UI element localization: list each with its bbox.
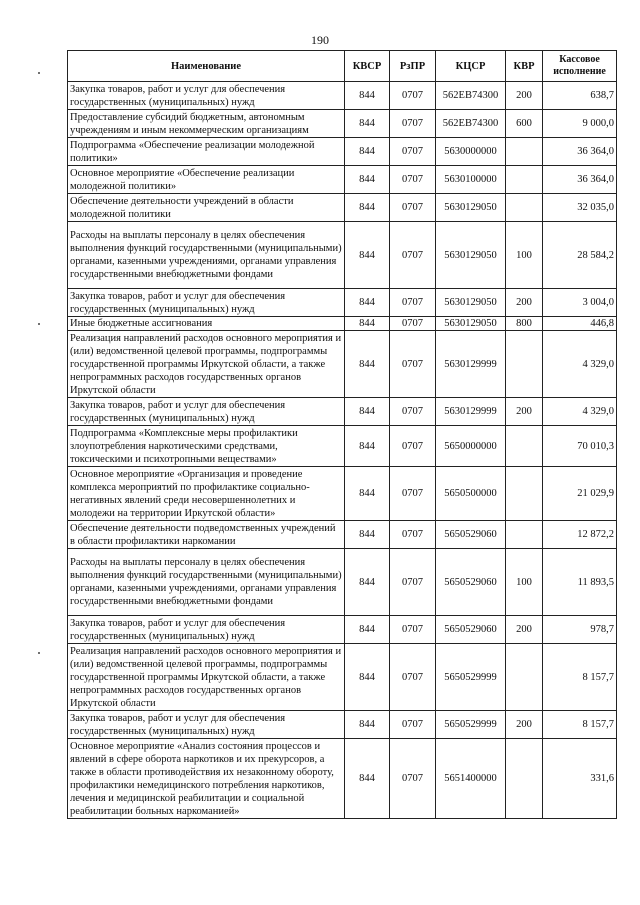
row-sum: 331,6 — [543, 739, 617, 819]
row-kcsr: 5650529060 — [436, 549, 506, 616]
row-kvr — [506, 166, 543, 194]
table-row — [68, 549, 617, 616]
row-name: Реализация направлений расходов основного мероприятия и (или) ведомственной целевой программы, подпрограммы государственной программы Иркутской области, а также непрограммных расходов государственных органов Иркутской области — [68, 331, 345, 398]
row-rzpr: 0707 — [390, 711, 436, 739]
table-row — [68, 739, 617, 819]
row-kcsr: 5630129999 — [436, 398, 506, 426]
row-rzpr: 0707 — [390, 317, 436, 331]
table-row — [68, 289, 617, 317]
row-name: Закупка товаров, работ и услуг для обеспечения государственных (муниципальных) нужд — [68, 289, 345, 317]
row-name: Расходы на выплаты персоналу в целях обеспечения выполнения функций государственными (муниципальными) органами, казенными учреждениями, органами управления государственными внебюджетными фондами — [68, 222, 345, 289]
row-kvsr: 844 — [345, 331, 390, 398]
table-row — [68, 138, 617, 166]
row-kvsr: 844 — [345, 110, 390, 138]
table-row — [68, 166, 617, 194]
row-kvr: 100 — [506, 549, 543, 616]
row-kvsr: 844 — [345, 398, 390, 426]
scan-dot-mark — [38, 323, 40, 325]
header-rzpr: РзПР — [390, 51, 436, 82]
row-rzpr: 0707 — [390, 521, 436, 549]
row-sum: 8 157,7 — [543, 644, 617, 711]
row-kcsr: 5630129050 — [436, 317, 506, 331]
row-rzpr: 0707 — [390, 644, 436, 711]
row-rzpr: 0707 — [390, 166, 436, 194]
row-kvsr: 844 — [345, 317, 390, 331]
row-kvr — [506, 467, 543, 521]
row-kvr — [506, 521, 543, 549]
header-kvr: КВР — [506, 51, 543, 82]
row-kcsr: 5650000000 — [436, 426, 506, 467]
row-rzpr: 0707 — [390, 426, 436, 467]
row-kvsr: 844 — [345, 521, 390, 549]
row-name: Закупка товаров, работ и услуг для обеспечения государственных (муниципальных) нужд — [68, 711, 345, 739]
row-name: Обеспечение деятельности подведомственных учреждений в области профилактики наркомании — [68, 521, 345, 549]
row-kvr: 200 — [506, 82, 543, 110]
row-sum: 4 329,0 — [543, 398, 617, 426]
row-kvr: 600 — [506, 110, 543, 138]
table-row — [68, 398, 617, 426]
row-kvr — [506, 194, 543, 222]
row-kvr — [506, 138, 543, 166]
row-rzpr: 0707 — [390, 138, 436, 166]
row-kvsr: 844 — [345, 549, 390, 616]
row-kvsr: 844 — [345, 711, 390, 739]
table-row — [68, 331, 617, 398]
row-kcsr: 562ЕВ74300 — [436, 82, 506, 110]
row-sum: 978,7 — [543, 616, 617, 644]
row-kvr: 200 — [506, 289, 543, 317]
row-kcsr: 5630000000 — [436, 138, 506, 166]
row-kcsr: 5650529999 — [436, 644, 506, 711]
row-kcsr: 5650529060 — [436, 521, 506, 549]
header-kcsr: КЦСР — [436, 51, 506, 82]
row-kcsr: 5650529060 — [436, 616, 506, 644]
row-kvr: 100 — [506, 222, 543, 289]
row-kcsr: 5630100000 — [436, 166, 506, 194]
row-rzpr: 0707 — [390, 194, 436, 222]
row-rzpr: 0707 — [390, 222, 436, 289]
table-row — [68, 711, 617, 739]
row-kcsr: 5630129050 — [436, 222, 506, 289]
row-kvsr: 844 — [345, 138, 390, 166]
table-row — [68, 426, 617, 467]
table-row — [68, 521, 617, 549]
row-kvsr: 844 — [345, 82, 390, 110]
row-kvr — [506, 739, 543, 819]
row-sum: 36 364,0 — [543, 166, 617, 194]
row-kvsr: 844 — [345, 222, 390, 289]
row-kvsr: 844 — [345, 644, 390, 711]
row-sum: 638,7 — [543, 82, 617, 110]
row-kvr — [506, 644, 543, 711]
row-sum: 3 004,0 — [543, 289, 617, 317]
row-kcsr: 5630129999 — [436, 331, 506, 398]
row-sum: 9 000,0 — [543, 110, 617, 138]
row-kcsr: 5650529999 — [436, 711, 506, 739]
row-name: Предоставление субсидий бюджетным, автономным учреждениям и иным некоммерческим организациям — [68, 110, 345, 138]
row-name: Расходы на выплаты персоналу в целях обеспечения выполнения функций государственными (муниципальными) органами, казенными учреждениями, органами управления государственными внебюджетными фондами — [68, 549, 345, 616]
row-kvr — [506, 331, 543, 398]
row-rzpr: 0707 — [390, 110, 436, 138]
row-kvsr: 844 — [345, 467, 390, 521]
table-row — [68, 644, 617, 711]
scan-dot-mark — [38, 652, 40, 654]
row-kcsr: 5630129050 — [436, 194, 506, 222]
row-kvsr: 844 — [345, 739, 390, 819]
header-kvsr: КВСР — [345, 51, 390, 82]
row-kcsr: 5630129050 — [436, 289, 506, 317]
row-name: Обеспечение деятельности учреждений в области молодежной политики — [68, 194, 345, 222]
row-rzpr: 0707 — [390, 549, 436, 616]
row-name: Закупка товаров, работ и услуг для обеспечения государственных (муниципальных) нужд — [68, 616, 345, 644]
row-kvr: 200 — [506, 711, 543, 739]
row-sum: 4 329,0 — [543, 331, 617, 398]
page-number: 190 — [311, 33, 329, 47]
row-kvr: 200 — [506, 616, 543, 644]
row-kvsr: 844 — [345, 426, 390, 467]
row-sum: 70 010,3 — [543, 426, 617, 467]
row-kvsr: 844 — [345, 166, 390, 194]
table-row — [68, 317, 617, 331]
row-rzpr: 0707 — [390, 616, 436, 644]
header-name: Наименование — [68, 51, 345, 82]
row-name: Иные бюджетные ассигнования — [68, 317, 345, 331]
row-rzpr: 0707 — [390, 331, 436, 398]
table-header-row — [68, 51, 617, 82]
row-kvr: 200 — [506, 398, 543, 426]
row-rzpr: 0707 — [390, 82, 436, 110]
table-row — [68, 194, 617, 222]
header-sum: Кассовое исполнение — [543, 51, 617, 82]
row-name: Реализация направлений расходов основного мероприятия и (или) ведомственной целевой программы, подпрограммы государственной программы Иркутской области, а также непрограммных расходов государственных органов Иркутской области — [68, 644, 345, 711]
row-kvsr: 844 — [345, 616, 390, 644]
row-rzpr: 0707 — [390, 739, 436, 819]
row-kvsr: 844 — [345, 289, 390, 317]
row-kvsr: 844 — [345, 194, 390, 222]
table-row — [68, 82, 617, 110]
row-sum: 21 029,9 — [543, 467, 617, 521]
row-sum: 36 364,0 — [543, 138, 617, 166]
row-sum: 446,8 — [543, 317, 617, 331]
row-kcsr: 562ЕВ74300 — [436, 110, 506, 138]
row-rzpr: 0707 — [390, 398, 436, 426]
row-sum: 28 584,2 — [543, 222, 617, 289]
row-kvr — [506, 426, 543, 467]
row-kvr: 800 — [506, 317, 543, 331]
table-row — [68, 110, 617, 138]
table-row — [68, 616, 617, 644]
row-kcsr: 5651400000 — [436, 739, 506, 819]
row-name: Основное мероприятие «Обеспечение реализации молодежной политики» — [68, 166, 345, 194]
row-name: Закупка товаров, работ и услуг для обеспечения государственных (муниципальных) нужд — [68, 82, 345, 110]
row-name: Основное мероприятие «Организация и проведение комплекса мероприятий по профилактике социально-негативных явлений среди несовершеннолетних и молодежи на территории Иркутской области» — [68, 467, 345, 521]
row-rzpr: 0707 — [390, 289, 436, 317]
row-name: Закупка товаров, работ и услуг для обеспечения государственных (муниципальных) нужд — [68, 398, 345, 426]
budget-table — [67, 50, 617, 819]
table-row — [68, 467, 617, 521]
row-name: Подпрограмма «Обеспечение реализации молодежной политики» — [68, 138, 345, 166]
row-sum: 8 157,7 — [543, 711, 617, 739]
row-sum: 32 035,0 — [543, 194, 617, 222]
row-kcsr: 5650500000 — [436, 467, 506, 521]
row-name: Подпрограмма «Комплексные меры профилактики злоупотребления наркотическими средствами, токсическими и психотропными веществами» — [68, 426, 345, 467]
row-rzpr: 0707 — [390, 467, 436, 521]
row-sum: 11 893,5 — [543, 549, 617, 616]
row-sum: 12 872,2 — [543, 521, 617, 549]
scan-dot-mark — [38, 72, 40, 74]
table-row — [68, 222, 617, 289]
row-name: Основное мероприятие «Анализ состояния процессов и явлений в сфере оборота наркотиков и их прекурсоров, а также в области противодействия их незаконному обороту, профилактики немедицинского потребления наркотиков, лечения и медицинской реабилитации и социальной реабилитации больных наркоманией» — [68, 739, 345, 819]
